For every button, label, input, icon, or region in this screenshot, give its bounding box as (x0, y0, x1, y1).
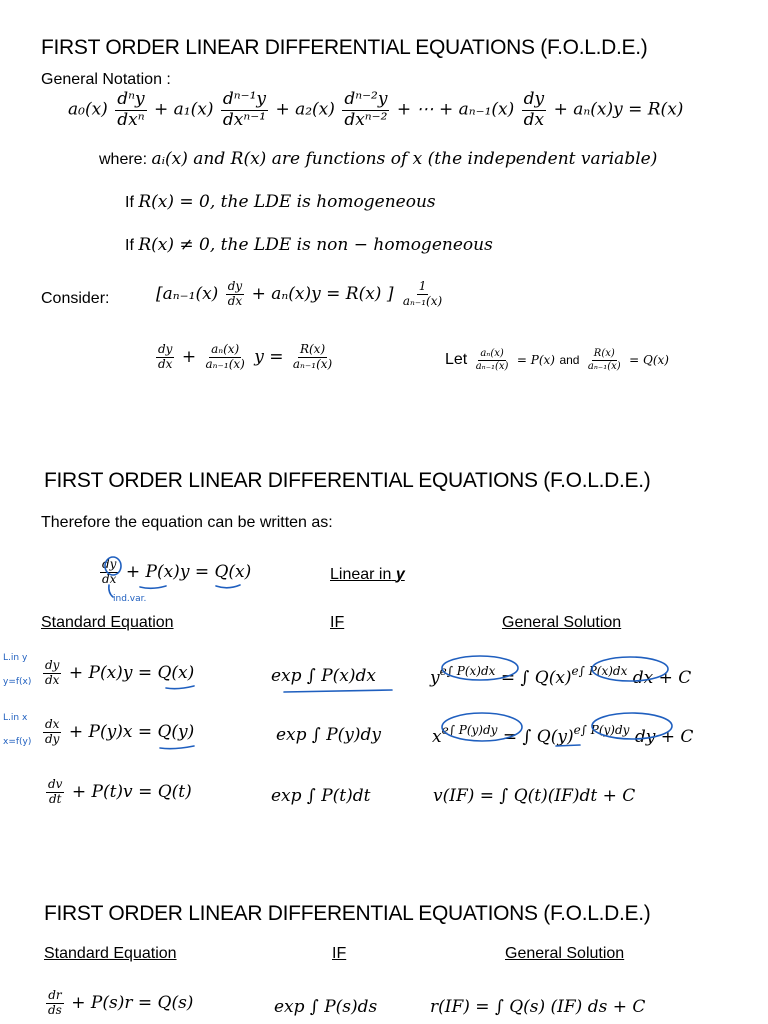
where-text: aᵢ(x) and R(x) are functions of x (the independent variable) (151, 149, 658, 169)
handwritten-ind-var: ind.var. (113, 594, 147, 604)
s3-frac: $\frac{dr}{ds}$ (48, 988, 62, 1017)
and-label: and (559, 353, 580, 368)
row3-eq: + P(t)v = Q(t) (71, 781, 192, 802)
note-linear-x: L.in x x=f(y) (3, 713, 32, 747)
s3-col-if: IF (332, 945, 347, 962)
row1-frac: $\frac{dy}{dx}$ (45, 658, 60, 687)
row1-if: exp ∫ P(x)dx (271, 666, 376, 686)
where-line (99, 149, 657, 169)
where-prefix: where: (99, 151, 148, 168)
eq-term-an: + aₙ(x)y = R(x) (553, 99, 684, 120)
row2-solution: $x^{e\int P(y)dy}$ = ∫ $Q(y)^{e\int P(y)dy}$ dy + C (432, 723, 694, 747)
consider-label: Consider: (41, 290, 110, 307)
let-p-frac: $\frac{\text{aₙ(x)}}{\text{aₙ₋₁(x)}}$ (475, 348, 509, 372)
section1-title: FIRST ORDER LINEAR DIFFERENTIAL EQUATIONS (F.O.L.D.E.) (41, 36, 648, 59)
let-q-frac: $\frac{R(x)}{\text{aₙ₋₁(x)}}$ (587, 348, 621, 372)
if2-prefix: If (125, 237, 134, 254)
eq-term-an1: + ⋯ + aₙ₋₁(x) (396, 99, 515, 120)
row1-solution: $y^{e\int P(x)dx}$ = ∫ $Q(x)^{e\int P(x)dx}$ dx + C (430, 664, 692, 688)
general-equation (68, 90, 683, 130)
written-eq-rest: + P(x)y = Q(x) (125, 561, 252, 582)
divided-mid-frac: $\frac{\text{aₙ(x)}}{\text{aₙ₋₁(x)}}$ (205, 342, 245, 371)
col-if: IF (330, 614, 345, 631)
let-p-eq: = P(x) (516, 353, 555, 368)
col-standard-equation: Standard Equation (41, 614, 174, 631)
eq-frac-1: $\frac{\text{dⁿy}}{\text{dxⁿ}}$ (117, 89, 145, 130)
s3-col-standard-equation: Standard Equation (44, 945, 177, 962)
consider-multiplier: $\frac{1}{\text{aₙ₋₁(x)}}$ (402, 279, 443, 308)
consider-eq-right: + aₙ(x)y = R(x) ] (251, 283, 394, 304)
eq-frac-4: $\frac{dy}{dx}$ (523, 89, 545, 130)
divided-plus: + (181, 346, 197, 367)
row3-frac: $\frac{dv}{dt}$ (48, 777, 63, 806)
row2-eq: + P(y)x = Q(y) (68, 721, 195, 742)
let-definitions (445, 348, 669, 372)
if2-text: R(x) ≠ 0, the LDE is non − homogeneous (138, 235, 493, 255)
let-q-eq: = Q(x) (629, 353, 669, 368)
s3-col-general-solution: General Solution (505, 945, 625, 962)
linear-in-var: y (395, 566, 405, 583)
consider-eq-left: [aₙ₋₁(x) (156, 283, 219, 304)
divided-eq: y = (254, 346, 284, 367)
s3-if: exp ∫ P(s)ds (274, 997, 378, 1017)
row1-eq: + P(x)y = Q(x) (68, 662, 195, 683)
row2-if: exp ∫ P(y)dy (276, 725, 381, 745)
row3-standard-eq (44, 778, 192, 807)
written-dydx: $\frac{dy}{dx}$ (102, 557, 117, 586)
note-linear-y: L.in y y=f(x) (3, 653, 32, 687)
therefore-text: Therefore the equation can be written as: (41, 514, 333, 531)
section2-title: FIRST ORDER LINEAR DIFFERENTIAL EQUATIONS (F.O.L.D.E.) (44, 469, 651, 492)
s3-standard-eq (44, 989, 193, 1018)
row2-frac: $\frac{dx}{dy}$ (45, 717, 60, 746)
row2-standard-eq (41, 718, 194, 747)
eq-term-a1: + a₁(x) (154, 99, 214, 120)
if-homogeneous (125, 192, 436, 212)
eq-term-a0: a₀(x) (68, 99, 108, 120)
if1-text: R(x) = 0, the LDE is homogeneous (138, 192, 436, 212)
row3-if: exp ∫ P(t)dt (271, 786, 371, 806)
eq-frac-3: $\frac{\text{dⁿ⁻²y}}{\text{dxⁿ⁻²}}$ (344, 89, 388, 130)
linear-in-label: Linear in y (330, 566, 405, 583)
section3-title: FIRST ORDER LINEAR DIFFERENTIAL EQUATIONS (F.O.L.D.E.) (44, 902, 651, 925)
s3-eq: + P(s)r = Q(s) (71, 992, 194, 1013)
if1-prefix: If (125, 194, 134, 211)
divided-equation (154, 343, 336, 372)
consider-dydx: $\frac{dy}{dx}$ (227, 279, 243, 308)
general-notation-label: General Notation : (41, 71, 171, 88)
eq-frac-2: $\frac{\text{dⁿ⁻¹y}}{\text{dxⁿ⁻¹}}$ (222, 89, 267, 130)
ink-underline-row1-if (284, 690, 392, 692)
row3-solution: v(IF) = ∫ Q(t)(IF)dt + C (433, 786, 636, 806)
row1-standard-eq (41, 659, 194, 688)
written-equation (98, 558, 251, 587)
divided-dydx: $\frac{dy}{dx}$ (158, 342, 173, 371)
col-general-solution: General Solution (502, 614, 622, 631)
eq-term-a2: + a₂(x) (275, 99, 335, 120)
let-label: Let (445, 351, 468, 369)
consider-equation (156, 280, 446, 309)
if-non-homogeneous (125, 235, 493, 255)
s3-solution: r(IF) = ∫ Q(s) (IF) ds + C (430, 997, 646, 1017)
divided-rhs-frac: $\frac{R(x)}{\text{aₙ₋₁(x)}}$ (292, 342, 333, 371)
